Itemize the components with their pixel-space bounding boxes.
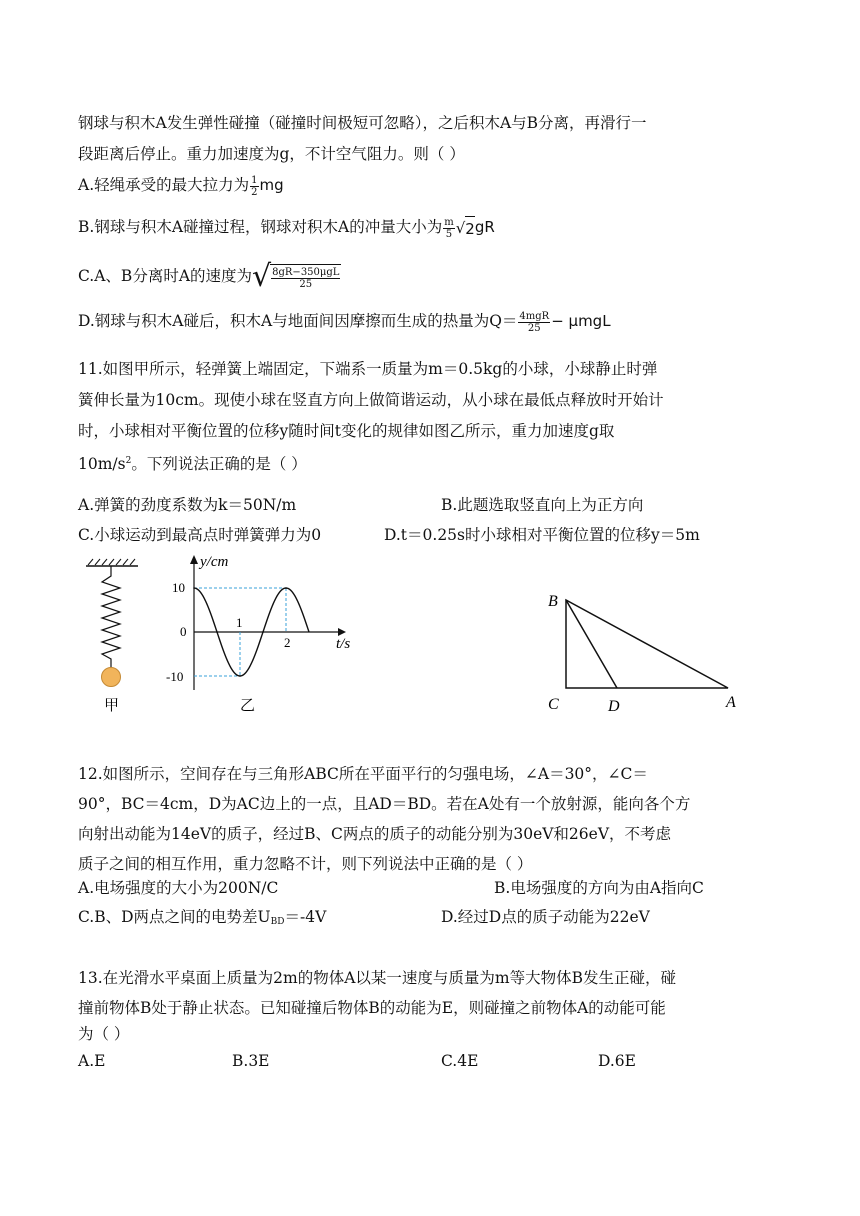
fraction: $\frac{m}{5}$ — [444, 216, 454, 240]
q10-option-b-tail: gR — [474, 218, 495, 236]
q10-option-a — [78, 174, 284, 198]
q11-option-d: D.t＝0.25s时小球相对平衡位置的位移y＝5m — [384, 526, 700, 544]
label-jia: 甲 — [104, 698, 120, 714]
q12-line1: 12.如图所示，空间存在与三角形ABC所在平面平行的匀强电场，∠A＝30°，∠C＝ — [78, 765, 648, 783]
spring-figure — [80, 556, 150, 716]
vertex-a: A — [726, 694, 736, 711]
q11-line2: 簧伸长量为10cm。现使小球在竖直方向上做简谐运动，从小球在最低点释放时开始计 — [78, 391, 664, 409]
q13-line1: 13.在光滑水平桌面上质量为2m的物体A以某一速度与质量为m等大物体B发生正碰，碰 — [78, 969, 676, 987]
label-yi: 乙 — [240, 698, 256, 714]
q13-line2: 撞前物体B处于静止状态。已知碰撞后物体B的动能为E，则碰撞之前物体A的动能可能 — [78, 999, 666, 1017]
data-point — [285, 587, 287, 589]
q10-option-c — [78, 259, 341, 294]
t-axis-arrow — [338, 628, 346, 636]
vertex-b: B — [548, 593, 558, 610]
q12-line3: 向射出动能为14eV的质子，经过B、C两点的质子的动能分别为30eV和26eV，不考虑 — [78, 825, 672, 843]
q10-option-b-text: B.钢球与积木A碰撞过程，钢球对积木A的冲量大小为 — [78, 218, 443, 236]
q10-option-d-text: D.钢球与积木A碰后，积木A与地面间因摩擦而生成的热量为Q＝ — [78, 312, 518, 330]
fraction: $\frac{1}{2}$ — [251, 174, 258, 198]
q11-line4: $10m/s^2$。下列说法正确的是（ ） — [78, 455, 307, 473]
y-tick-0: 0 — [180, 624, 187, 639]
x-tick-1: 1 — [236, 615, 243, 630]
q12-option-c: C.B、D两点之间的电势差$U_{BD}=-4V$ — [78, 908, 327, 927]
q11-option-c: C.小球运动到最高点时弹簧弹力为0 — [78, 526, 322, 544]
fraction: $\frac{\text{8gR−350μgL}}{25}$ — [272, 266, 340, 290]
q10-option-a-text: A.轻绳承受的最大拉力为 — [78, 176, 250, 194]
y-tick-neg10: -10 — [166, 669, 184, 684]
q10-line2: 段距离后停止。重力加速度为g，不计空气阻力。则（ ） — [78, 145, 465, 163]
vertex-c: C — [548, 696, 559, 713]
q12-line4: 质子之间的相互作用，重力忽略不计，则下列说法中正确的是（ ） — [78, 855, 533, 873]
q11-option-b: B.此题选取竖直向上为正方向 — [441, 496, 644, 514]
ball — [102, 668, 121, 687]
q10-line1: 钢球与积木A发生弹性碰撞（碰撞时间极短可忽略），之后积木A与B分离，再滑行一 — [78, 114, 647, 132]
q10-option-c-text: C.A、B分离时A的速度为 — [78, 267, 253, 285]
sqrt: √ $\frac{\text{8gR−350μgL}}{25}$ — [252, 259, 340, 294]
vertex-d: D — [608, 698, 620, 715]
q12-line2: 90°，BC＝4cm，D为AC边上的一点，且AD＝BD。若在A处有一个放射源，能向各个方 — [78, 795, 691, 813]
sqrt: √ 2 — [456, 216, 475, 240]
data-point — [262, 631, 264, 633]
q10-option-d — [78, 310, 611, 334]
ceiling-hatch — [88, 559, 135, 565]
q11-option-a: A.弹簧的劲度系数为k＝50N/m — [78, 496, 297, 514]
q11-line3: 时，小球相对平衡位置的位移y随时间t变化的规律如图乙所示，重力加速度g取 — [78, 422, 615, 440]
q13-line3: 为（ ） — [78, 1025, 130, 1043]
q13-option-b: B.3E — [232, 1052, 270, 1070]
y-axis-arrow — [190, 555, 198, 564]
x-axis-label: t/s — [336, 636, 351, 652]
q13-option-d: D.6E — [598, 1052, 636, 1070]
q12-option-b: B.电场强度的方向为由A指向C — [494, 879, 704, 897]
q13-option-a: A.E — [78, 1052, 106, 1070]
y-tick-10: 10 — [172, 580, 185, 595]
y-axis-label: y/cm — [200, 554, 229, 570]
yt-graph — [160, 550, 360, 720]
q13-option-c: C.4E — [441, 1052, 479, 1070]
q10-option-a-tail: mg — [259, 176, 284, 194]
q12-option-a: A.电场强度的大小为200N/C — [78, 879, 279, 897]
data-point — [216, 631, 218, 633]
q11-line1: 11.如图甲所示，轻弹簧上端固定，下端系一质量为m＝0.5kg的小球，小球静止时弹 — [78, 360, 658, 378]
fraction: $\frac{\text{4mgR}}{25}$ — [519, 310, 550, 334]
q10-option-d-tail: − μmgL — [551, 312, 611, 330]
data-point — [193, 587, 195, 589]
triangle-abc — [566, 600, 728, 688]
triangle-figure — [540, 585, 750, 715]
data-point — [239, 675, 241, 677]
spring-coil — [102, 566, 120, 668]
q12-option-d: D.经过D点的质子动能为22eV — [441, 908, 650, 926]
x-tick-2: 2 — [284, 635, 291, 650]
q10-option-b — [78, 216, 495, 240]
